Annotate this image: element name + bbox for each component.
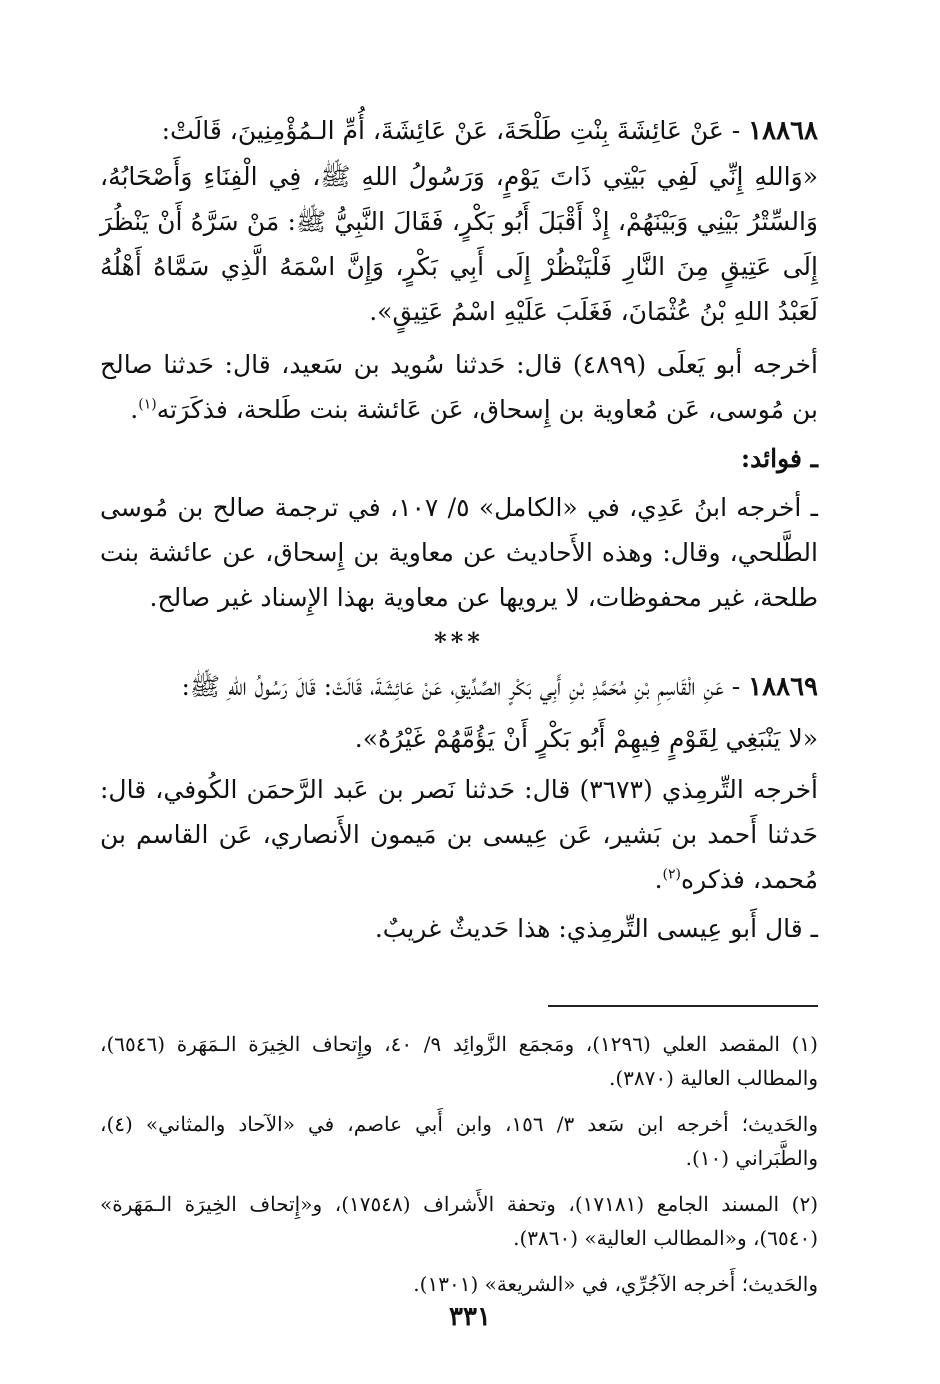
hadith-18868-matn: «وَاللهِ إِنِّي لَفِي بَيْتِي ذَاتَ يَوْمٍ، وَرَسُولُ اللهِ ﷺ، فِي الْفِنَاءِ وَأَصْحَابُهُ، وَالسِّتْرُ بَيْنِي وَبَيْنَهُمْ، إِذْ أَقْبَلَ أَبُو بَكْرٍ، فَقَالَ النَّبِيُّ ﷺ: مَنْ سَرَّهُ أَنْ يَنْظُرَ إِلَى عَتِيقٍ مِنَ النَّارِ فَلْيَنْظُرْ إِلَى أَبِي بَكْرٍ، وَإِنَّ اسْمَهُ الَّذِي سَمَّاهُ أَهْلُهُ لَعَبْدُ اللهِ بْنُ عُثْمَانَ، فَغَلَبَ عَلَيْهِ اسْمُ عَتِيقٍ». <box>100 162 818 326</box>
hadith-number: ١٨٨٦٩ <box>748 672 818 702</box>
footnotes <box>100 1027 818 1301</box>
takhrij-end: . <box>654 865 663 894</box>
fawaid-text: ـ أخرجه ابنُ عَدِي، في «الكامل» ٥/ ١٠٧، في ترجمة صالح بن مُوسى الطَّلحي، وقال: وهذه الأَحاديث عن معاوية بن إِسحاق، عن عائشة بنت طلحة، غير محفوظات، لا يرويها عن معاوية بهذا الإِسناد غير صالح. <box>100 493 818 612</box>
hadith-18868-takhrij <box>100 342 818 432</box>
footnote-ref-1[interactable]: (١) <box>138 396 157 413</box>
tirmidhi-comment: ـ قال أَبو عِيسى التِّرمِذي: هذا حَديثٌ غريبٌ. <box>374 914 818 943</box>
hadith-number: ١٨٨٦٨ <box>748 116 818 146</box>
takhrij-end: . <box>130 395 139 424</box>
footnote-1-extra: والحَديث؛ أخرجه ابن سَعد ٣/ ١٥٦، وابن أَبي عاصم، في «الآحاد والمثاني» (٤)، والطَّبَراني (١٠). <box>100 1112 818 1170</box>
footnote-divider <box>548 1005 818 1007</box>
takhrij-text: أخرجه أبو يَعلَى (٤٨٩٩) قال: حَدثنا سُويد بن سَعيد، قال: حَدثنا صالح بن مُوسى، عَن مُعاوية بن إِسحاق، عَن عَائشة بنت طَلحة، فذكَرَته <box>100 350 818 424</box>
hadith-18869-takhrij <box>100 767 818 902</box>
takhrij-text: أخرجه التِّرمِذي (٣٦٧٣) قال: حَدثنا نَصر بن عَبد الرَّحمَن الكُوفي، قال: حَدثنا أَحمد بن بَشير، عَن عِيسى بن مَيمون الأَنصاري، عَن القاسم بن مُحمد، فذكره <box>100 775 818 894</box>
fawaid-heading: ـ فوائد: <box>740 444 818 473</box>
hadith-18869-isnad <box>100 664 818 710</box>
hadith-18869-matn: «لا يَنْبَغِي لِقَوْمٍ فِيهِمْ أَبُو بَكْرٍ أَنْ يَؤُمَّهُمْ غَيْرُهُ». <box>354 724 818 753</box>
footnote-2: (٢) المسند الجامع (١٧١٨١)، وتحفة الأَشراف (١٧٥٤٨)، و«إِتحاف الخِيرَة الـمَهَرة» (٦٥٤٠)، و«المطالب العالية» (٣٨٦٠). <box>100 1192 819 1250</box>
hadith-isnad-text: - عَنِ الْقَاسِمِ بْنِ مُحَمَّدِ بْنِ أَبِي بَكْرٍ الصِّدِّيقِ، عَنْ عَائِشَةَ، قَالَتْ: قَالَ رَسُولُ اللهِ ﷺ: <box>181 672 741 701</box>
page-number: ٣٣١ <box>449 1302 491 1332</box>
section-separator: *** <box>434 627 484 656</box>
footnote-2-extra: والحَديث؛ أَخرجه الآجُرِّي، في «الشريعة» (١٣٠١). <box>413 1272 818 1296</box>
footnote-1: (١) المقصد العلي (١٢٩٦)، ومَجمَع الزَّوائِد ٩/ ٤٠، وإِتحاف الخِيرَة الـمَهَرة (٦٥٤٦)، والمطالب العالية (٣٨٧٠). <box>100 1032 818 1090</box>
footnote-ref-2[interactable]: (٢) <box>662 866 681 883</box>
hadith-18868-isnad <box>100 108 818 154</box>
hadith-isnad-text: - عَنْ عَائِشَةَ بِنْتِ طَلْحَةَ، عَنْ عَائِشَةَ، أُمِّ الـمُؤْمِنِينَ، قَالَتْ: <box>161 116 741 145</box>
